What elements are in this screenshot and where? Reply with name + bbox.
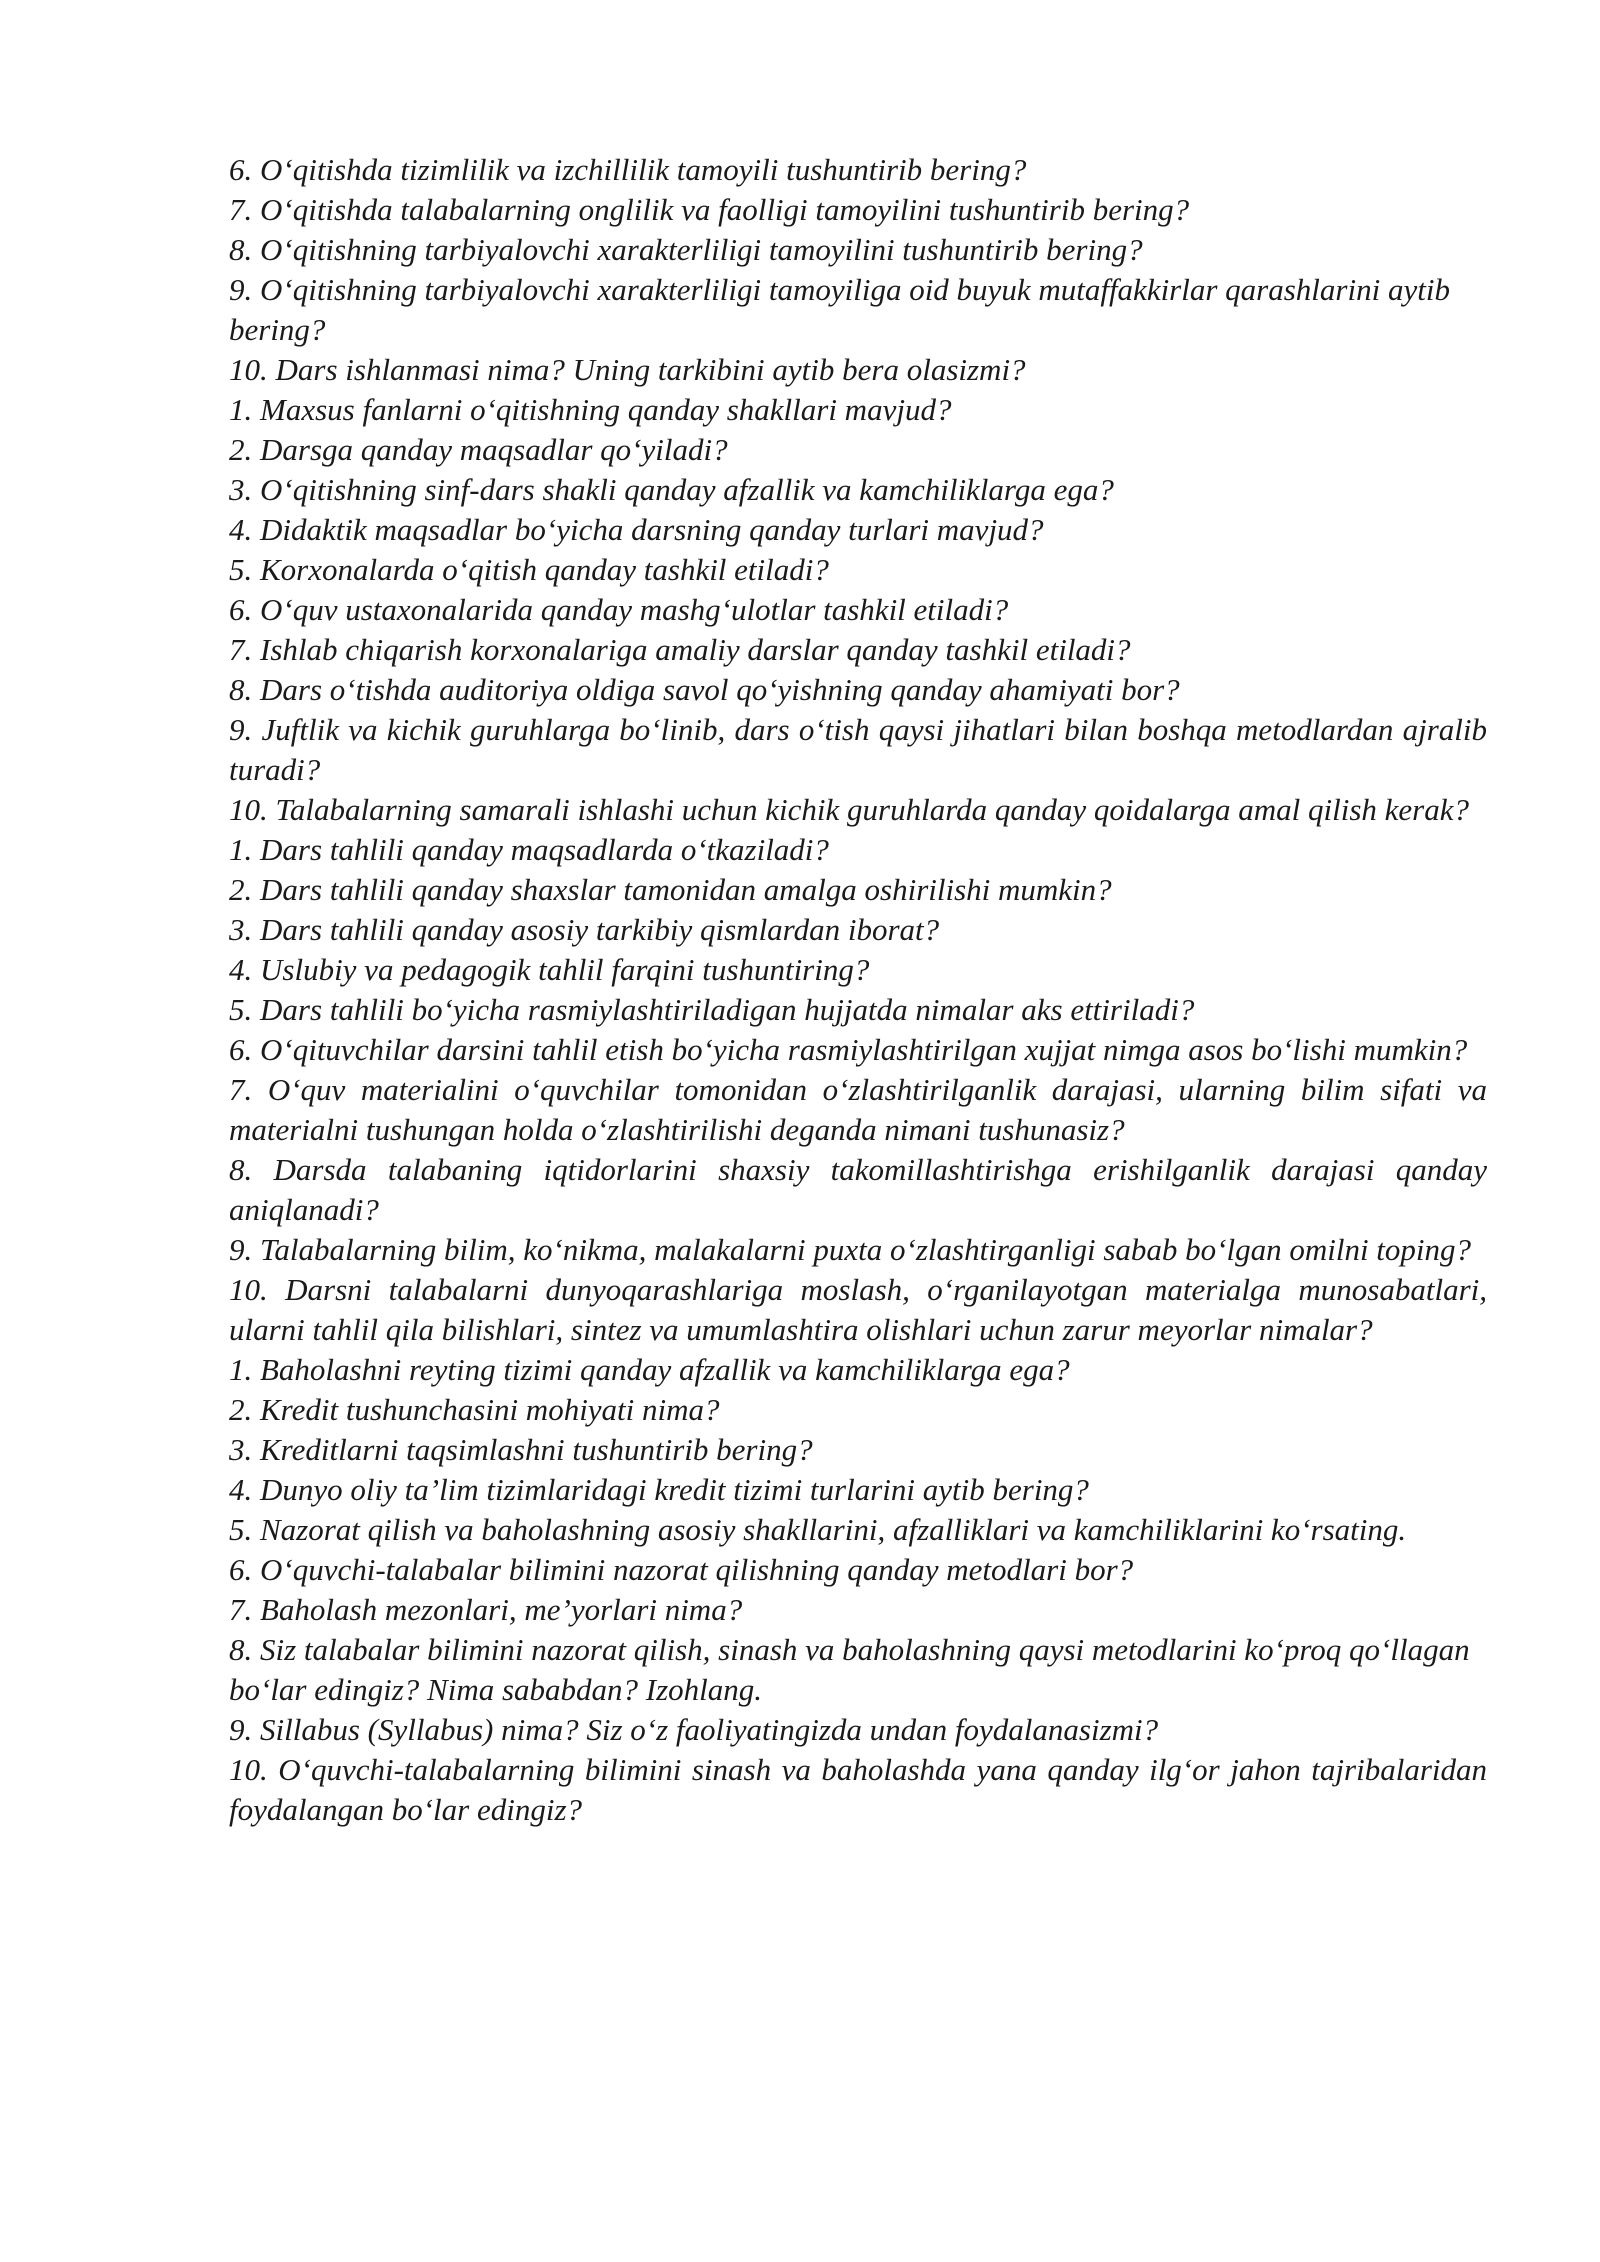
question-item: 8. O‘qitishning tarbiyalovchi xarakterliligi tamoyilini tushuntirib bering? (229, 232, 1143, 267)
question-item: 5. Korxonalarda o‘qitish qanday tashkil etiladi? (229, 552, 829, 587)
question-item: 10. Dars ishlanmasi nima? Uning tarkibini aytib bera olasizmi? (229, 352, 1026, 387)
question-item: 4. Uslubiy va pedagogik tahlil farqini tushuntiring? (229, 952, 870, 987)
question-item: 4. Dunyo oliy ta’lim tizimlaridagi kredit tizimi turlarini aytib bering? (229, 1472, 1089, 1507)
question-item: 6. O‘qituvchilar darsini tahlil etish bo‘yicha rasmiylashtirilgan xujjat nimga asos bo‘lishi mumkin? (229, 1032, 1468, 1067)
question-item: 6. O‘quvchi-talabalar bilimini nazorat qilishning qanday metodlari bor? (229, 1552, 1134, 1587)
question-item: 9. Sillabus (Syllabus) nima? Siz o‘z faoliyatingizda undan foydalanasizmi? (229, 1712, 1159, 1747)
question-item: 4. Didaktik maqsadlar bo‘yicha darsning qanday turlari mavjud? (229, 512, 1044, 547)
question-item: 8. Dars o‘tishda auditoriya oldiga savol qo‘yishning qanday ahamiyati bor? (229, 672, 1180, 707)
question-item: 8. Siz talabalar bilimini nazorat qilish, sinash va baholashning qaysi metodlarini ko‘proq qo‘llagan bo‘lar edingiz? Nima sababdan? Izohlang. (229, 1632, 1470, 1707)
question-item: 1. Dars tahlili qanday maqsadlarda o‘tkaziladi? (229, 832, 829, 867)
question-item: 8. Darsda talabaning iqtidorlarini shaxsiy takomillashtirishga erishilganlik darajasi qanday aniqlanadi? (229, 1152, 1487, 1227)
question-item: 10. Darsni talabalarni dunyoqarashlariga moslash, o‘rganilayotgan materialga munosabatlari, ularni tahlil qila bilishlari, sintez va umumlashtira olishlari uchun zarur meyorlar nimalar? (229, 1272, 1487, 1347)
question-item: 5. Nazorat qilish va baholashning asosiy shakllarini, afzalliklari va kamchiliklarini ko‘rsating. (229, 1512, 1407, 1547)
question-item: 5. Dars tahlili bo‘yicha rasmiylashtiriladigan hujjatda nimalar aks ettiriladi? (229, 992, 1195, 1027)
question-item: 3. Dars tahlili qanday asosiy tarkibiy qismlardan iborat? (229, 912, 940, 947)
question-item: 1. Maxsus fanlarni o‘qitishning qanday shakllari mavjud? (229, 392, 952, 427)
question-item: 2. Darsga qanday maqsadlar qo‘yiladi? (229, 432, 728, 467)
question-item: 10. Talabalarning samarali ishlashi uchun kichik guruhlarda qanday qoidalarga amal qilish kerak? (229, 792, 1469, 827)
question-item: 3. O‘qitishning sinf-dars shakli qanday afzallik va kamchiliklarga ega? (229, 472, 1114, 507)
question-item: 2. Kredit tushunchasini mohiyati nima? (229, 1392, 720, 1427)
question-item: 2. Dars tahlili qanday shaxslar tamonidan amalga oshirilishi mumkin? (229, 872, 1112, 907)
question-item: 10. O‘quvchi-talabalarning bilimini sinash va baholashda yana qanday ilg‘or jahon tajribalaridan foydalangan bo‘lar edingiz? (229, 1752, 1487, 1827)
question-item: 7. Baholash mezonlari, me’yorlari nima? (229, 1592, 743, 1627)
question-item: 6. O‘qitishda tizimlilik va izchillilik tamoyili tushuntirib bering? (229, 152, 1027, 187)
question-item: 9. O‘qitishning tarbiyalovchi xarakterliligi tamoyiliga oid buyuk mutaffakkirlar qarashlarini aytib bering? (229, 272, 1450, 347)
question-item: 7. Ishlab chiqarish korxonalariga amaliy darslar qanday tashkil etiladi? (229, 632, 1131, 667)
question-list (229, 150, 1487, 1830)
question-item: 9. Talabalarning bilim, ko‘nikma, malakalarni puxta o‘zlashtirganligi sabab bo‘lgan omilni toping? (229, 1232, 1472, 1267)
question-item: 1. Baholashni reyting tizimi qanday afzallik va kamchiliklarga ega? (229, 1352, 1070, 1387)
question-item: 3. Kreditlarni taqsimlashni tushuntirib bering? (229, 1432, 813, 1467)
question-item: 6. O‘quv ustaxonalarida qanday mashg‘ulotlar tashkil etiladi? (229, 592, 1009, 627)
question-item: 7. O‘quv materialini o‘quvchilar tomonidan o‘zlashtirilganlik darajasi, ularning bilim sifati va materialni tushungan holda o‘zlashtirilishi deganda nimani tushunasiz? (229, 1072, 1487, 1147)
question-item: 9. Juftlik va kichik guruhlarga bo‘linib, dars o‘tish qaysi jihatlari bilan boshqa metodlardan ajralib turadi? (229, 712, 1487, 787)
question-item: 7. O‘qitishda talabalarning onglilik va faolligi tamoyilini tushuntirib bering? (229, 192, 1190, 227)
